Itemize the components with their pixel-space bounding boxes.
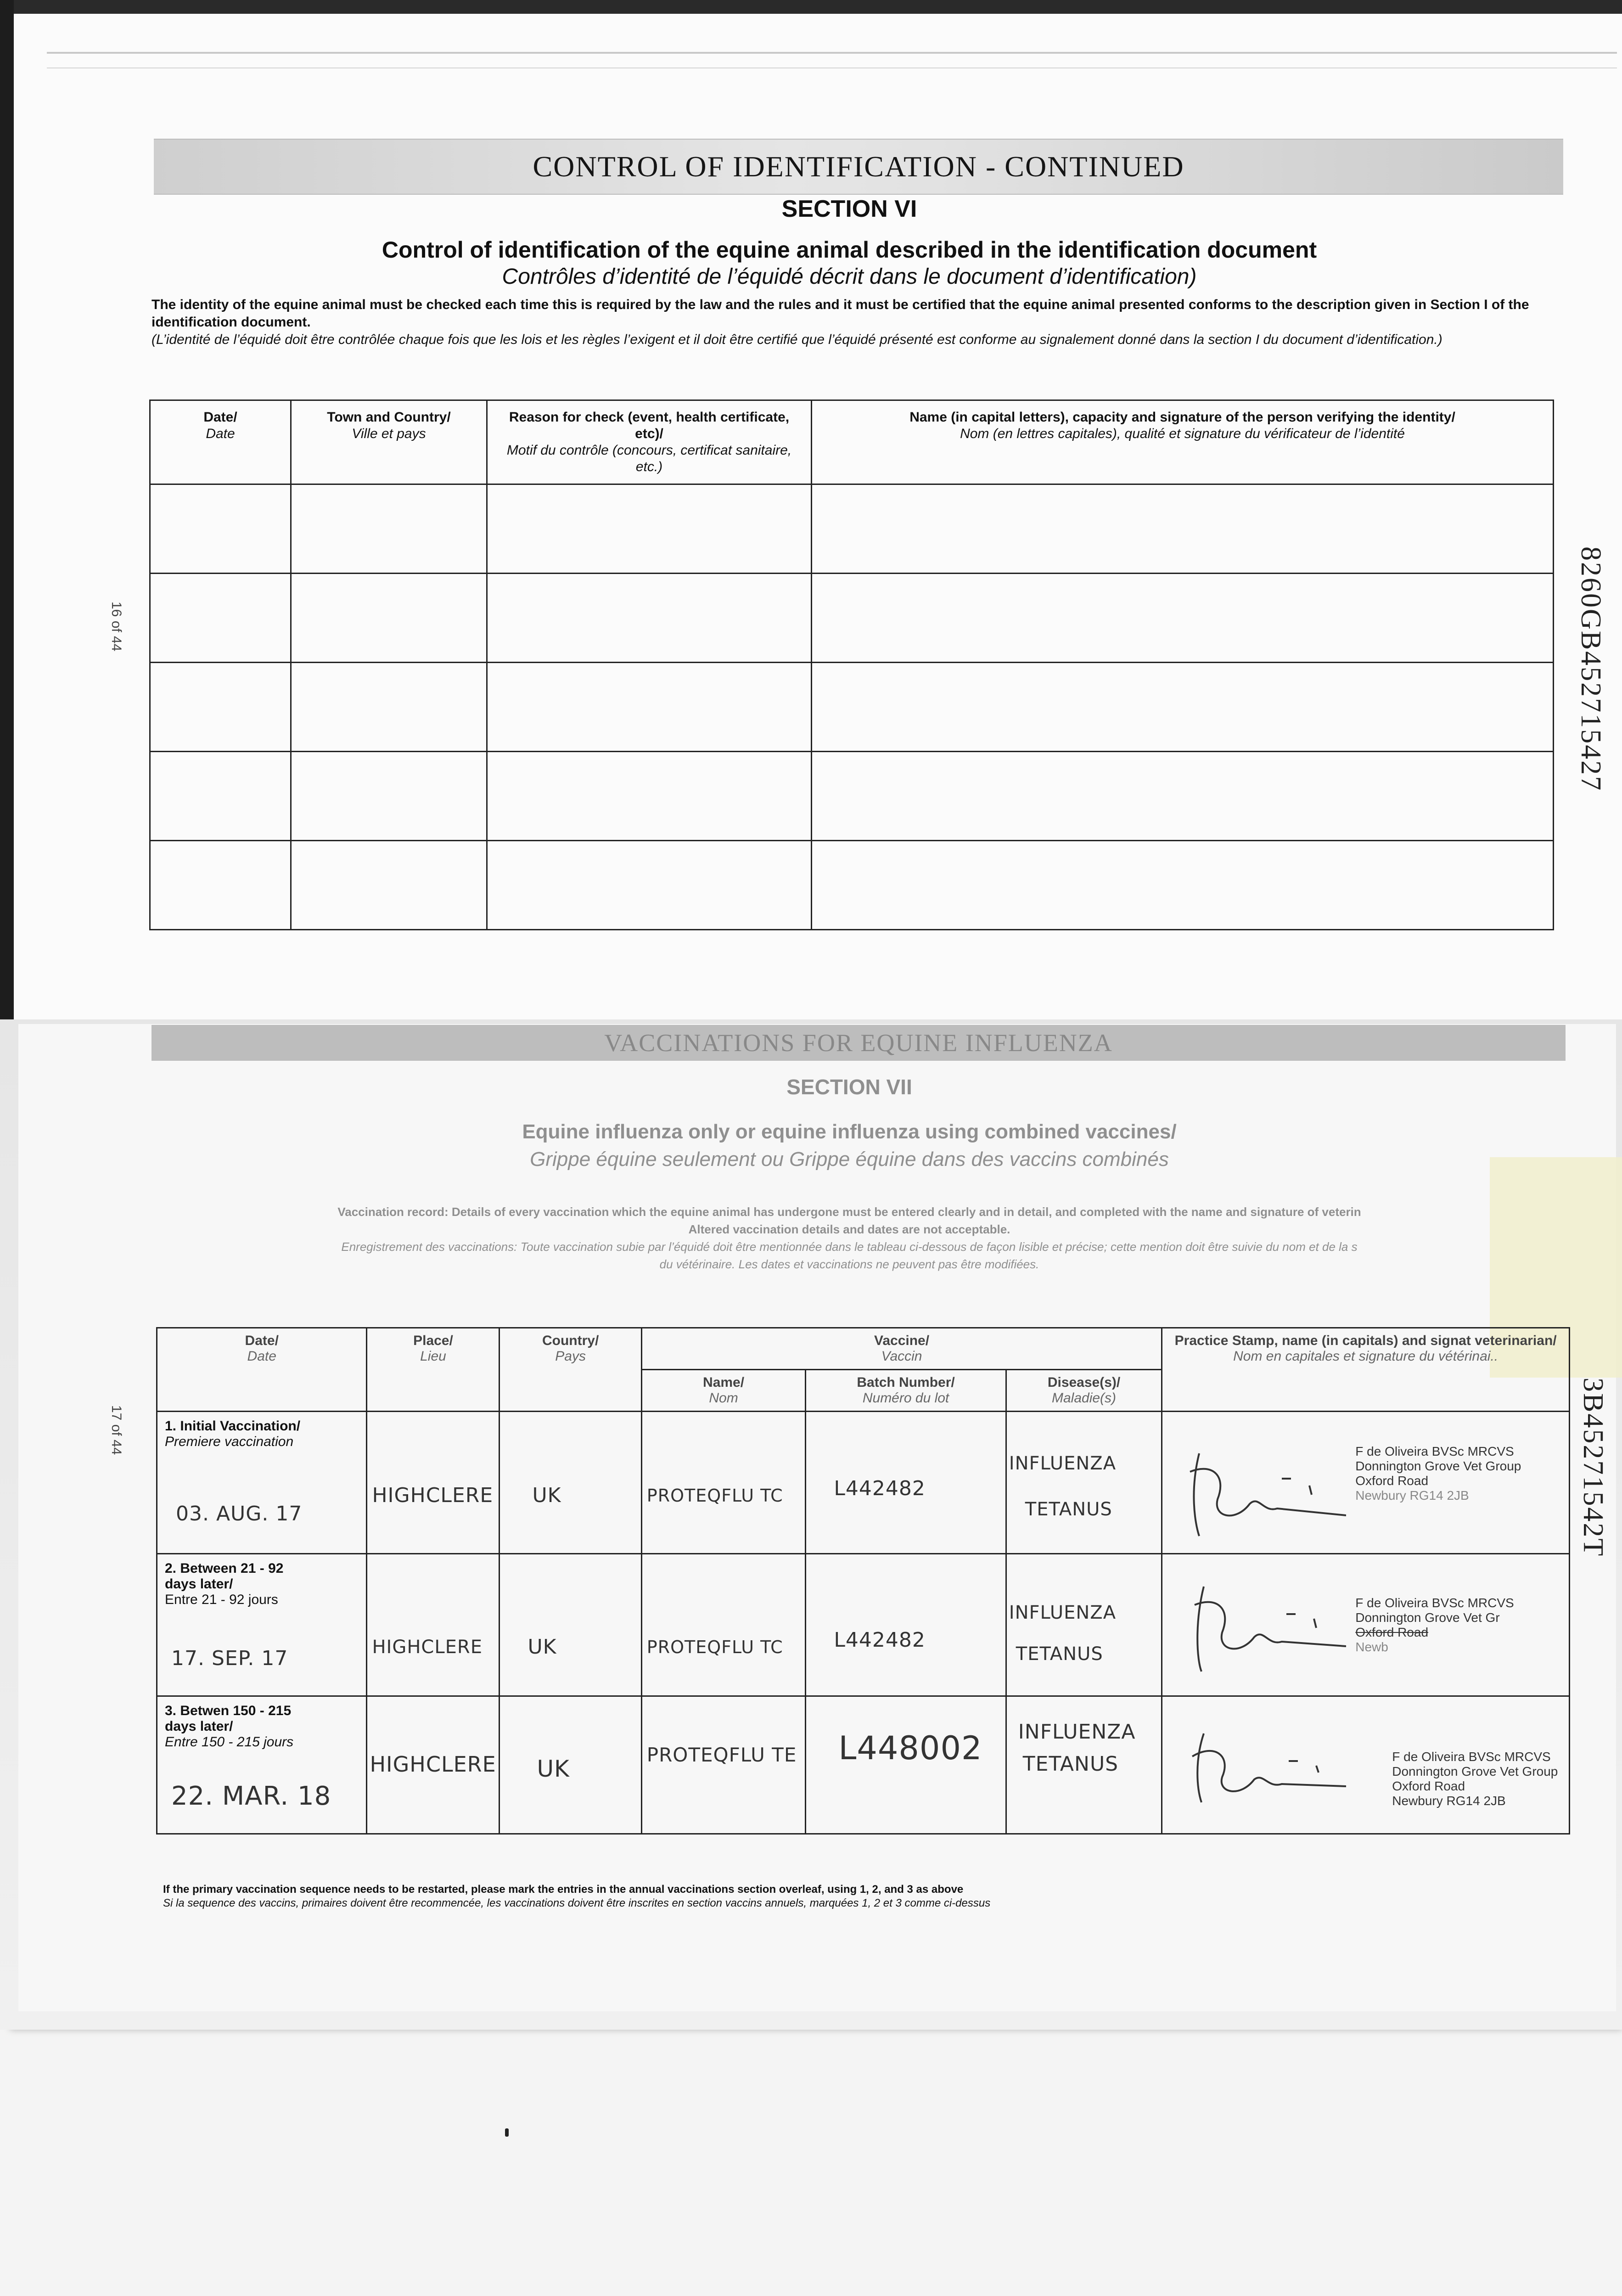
table-row [157, 1696, 1570, 1834]
col-vaccine: Vaccine/ Vaccin [641, 1328, 1162, 1370]
vaccination-subtitle: Equine influenza only or equine influenza using combined vaccines/ [522, 1120, 1177, 1143]
vaccination-section-title: SECTION VII [786, 1075, 912, 1099]
identity-check-table [149, 400, 1554, 930]
table-row [150, 574, 1554, 663]
handwritten-date: 03. AUG. 17 [176, 1502, 303, 1525]
table-row [150, 752, 1554, 841]
disease-cell: INFLUENZA TETANUS [1006, 1412, 1162, 1554]
col-date: Date/ Date [157, 1328, 367, 1412]
vaccine-name-cell: PROTEQFLU TC [641, 1554, 806, 1696]
col-country: Country/ Pays [500, 1328, 641, 1412]
scan-speck [505, 2128, 509, 2137]
document-number: 8260GB452715427 [1575, 546, 1606, 792]
col-reason: Reason for check (event, health certificate, etc)/ Motif du contrôle (concours, certificat sanitaire, etc.) [487, 400, 812, 484]
batch-cell: L442482 [806, 1554, 1006, 1696]
table-row [157, 1554, 1570, 1696]
country-cell: UK [500, 1554, 641, 1696]
table-row [157, 1412, 1570, 1554]
section-subtitle: Control of identification of the equine animal described in the identification document [382, 237, 1317, 263]
footnote-en: If the primary vaccination sequence needs to be restarted, please mark the entries in the annual vaccinations section overleaf, using 1, 2, and 3 as above [163, 1883, 964, 1896]
section-banner [154, 139, 1563, 195]
signature [1172, 1724, 1346, 1807]
vaccination-banner: VACCINATIONS FOR EQUINE INFLUENZA [152, 1025, 1566, 1061]
stamp-cell [1162, 1696, 1570, 1834]
table-row [150, 841, 1554, 930]
col-batch: Batch Number/ Numéro du lot [806, 1370, 1006, 1412]
footnote-fr: Si la sequence des vaccins, primaires doivent être recommencée, les vaccinations doivent être inscrites en section vaccins annuels, marquées 1, 2 et 3 comme ci-dessus [163, 1897, 991, 1909]
vet-stamp: F de Oliveira BVSc MRCVS Donnington Grove Vet Group Oxford Road Newbury RG14 2JB [1392, 1750, 1558, 1808]
banner-title: CONTROL OF IDENTIFICATION - CONTINUED [533, 150, 1184, 183]
col-verifier: Name (in capital letters), capacity and signature of the person verifying the identity/ Nom (en lettres capitales), qualité et signature du vérificateur de l’identité [812, 400, 1554, 484]
vaccination-footnote [163, 1883, 990, 1910]
intro-text-fr: (L’identité de l’équidé doit être contrôlée chaque fois que les lois et les règles l’exigent et il doit être certifié que l’équidé présenté est conforme au signalement donné dans la section I du document d’identification.) [152, 332, 1442, 347]
section-subtitle-fr: Contrôles d’identité de l’équidé décrit dans le document d’identification) [502, 264, 1197, 289]
col-vaccine-name: Name/ Nom [641, 1370, 806, 1412]
vaccination-date-cell: 3. Betwen 150 - 215 days later/ Entre 150 - 215 jours 22. MAR. 18 [157, 1696, 367, 1834]
signature [1172, 1435, 1346, 1545]
col-stamp: Practice Stamp, name (in capitals) and signat veterinarian/ Nom en capitales et signature du vétérinai.. [1162, 1328, 1570, 1412]
batch-cell: L448002 [806, 1696, 1006, 1834]
handwritten-date: 17. SEP. 17 [171, 1647, 288, 1670]
vaccination-table [156, 1327, 1570, 1835]
stamp-cell [1162, 1412, 1570, 1554]
page-edge [0, 0, 1622, 14]
intro-text [152, 296, 1538, 349]
col-town: Town and Country/ Ville et pays [291, 400, 487, 484]
vet-stamp: F de Oliveira BVSc MRCVS Donnington Grove Vet Gr Oxford Road Newb [1355, 1596, 1514, 1654]
place-cell: HIGHCLERE [367, 1696, 500, 1834]
table-row [150, 663, 1554, 752]
vet-stamp: F de Oliveira BVSc MRCVS Donnington Grove Vet Group Oxford Road Newbury RG14 2JB [1355, 1444, 1521, 1503]
country-cell: UK [500, 1412, 641, 1554]
col-place: Place/ Lieu [367, 1328, 500, 1412]
disease-cell: INFLUENZA TETANUS [1006, 1696, 1162, 1834]
signature [1172, 1573, 1346, 1683]
batch-cell: L442482 [806, 1412, 1006, 1554]
vaccination-date-cell: 2. Between 21 - 92 days later/ Entre 21 - 92 jours 17. SEP. 17 [157, 1554, 367, 1696]
col-date: Date/ Date [150, 400, 291, 484]
place-cell: HIGHCLERE [367, 1554, 500, 1696]
place-cell: HIGHCLERE [367, 1412, 500, 1554]
vaccination-record-text: Vaccination record: Details of every vaccination which the equine animal has undergone must be entered clearly and in detail, and completed with the name and signature of veterin Altered vaccination details and dates are not acceptable. Enregistrement des vaccinations: Toute vaccination subie par l’équidé doit être mentionnée dans le tableau ci-dessous de façon lisible et précise; cette mention doit être suivie du nom et de la s du vétérinaire. Les dates et vaccinations ne peuvent pas être modifiées. [337, 1205, 1361, 1271]
section-title: SECTION VI [781, 196, 917, 222]
page-number-bottom: 17 of 44 [109, 1405, 124, 1455]
vaccination-subtitle-fr: Grippe équine seulement ou Grippe équine dans des vaccins combinés [530, 1148, 1169, 1171]
stamp-cell [1162, 1554, 1570, 1696]
vaccine-name-cell: PROTEQFLU TC [641, 1412, 806, 1554]
vaccination-date-cell: 1. Initial Vaccination/ Premiere vaccination 03. AUG. 17 [157, 1412, 367, 1554]
intro-text-en: The identity of the equine animal must be checked each time this is required by the law and the rules and it must be certified that the equine animal presented conforms to the description given in Section I of the identification document. [152, 297, 1529, 330]
handwritten-date: 22. MAR. 18 [171, 1781, 331, 1811]
disease-cell: INFLUENZA TETANUS [1006, 1554, 1162, 1696]
col-disease: Disease(s)/ Maladie(s) [1006, 1370, 1162, 1412]
table-row [150, 484, 1554, 574]
country-cell: UK [500, 1696, 641, 1834]
page-rule [47, 52, 1617, 68]
vaccine-name-cell: PROTEQFLU TE [641, 1696, 806, 1834]
page-number-top: 16 of 44 [109, 602, 124, 652]
document-number-partial: 3B45271542T [1577, 1378, 1609, 1558]
